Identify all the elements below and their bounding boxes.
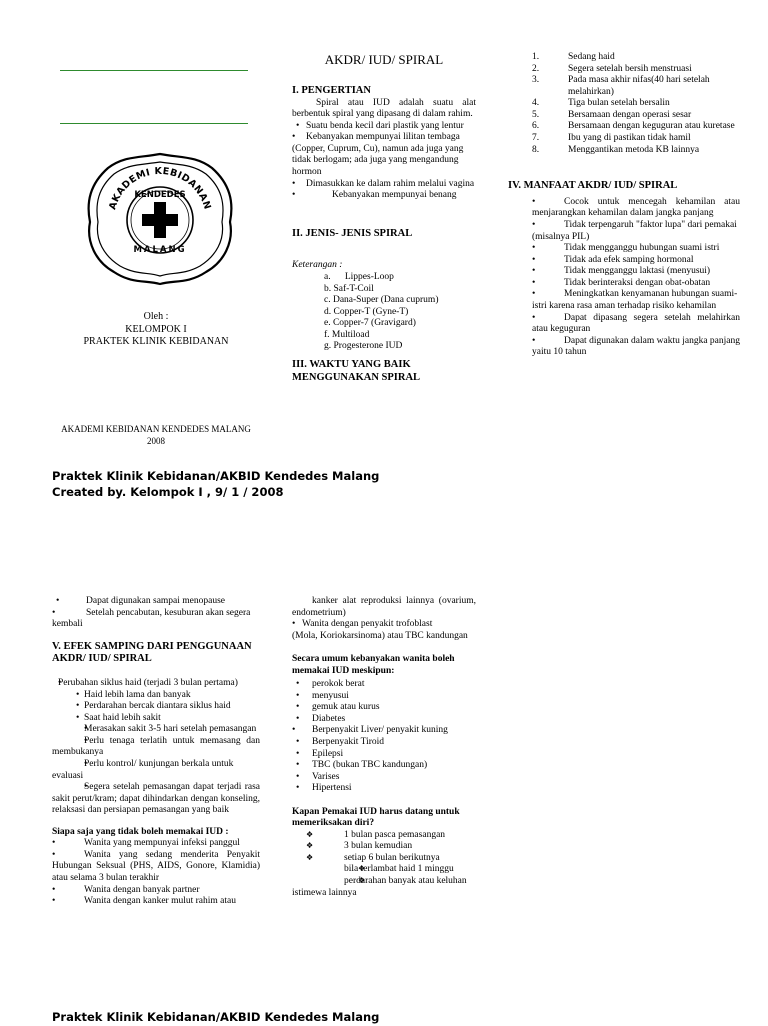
- cover-praktek: PRAKTEK KLINIK KEBIDANAN: [83, 336, 229, 347]
- jenis-list: [292, 272, 476, 353]
- waktu-item: [532, 133, 740, 145]
- page2-bullet: • Setelah pencabutan, kesuburan akan segera kembali: [52, 608, 260, 631]
- cont-trofoblast: • Wanita dengan penyakit trofoblast: [292, 619, 476, 631]
- pengertian-item: • Kebanyakan mempunyai lilitan tembaga (Copper, Cuprum, Cu), namun ada juga yang tidak berlogam; ada juga yang mengandung hormon: [292, 132, 476, 178]
- kapan-item: ❖ perdarahan banyak atau keluhan istimewa lainnya: [292, 876, 476, 899]
- waktu-num: 6.: [532, 121, 540, 132]
- svg-text:AKADEMI KEBIDANAN: [107, 166, 213, 211]
- cont-kanker: kanker alat reproduksi lainnya (ovarium, endometrium): [292, 596, 476, 618]
- waktu-list: [532, 52, 740, 156]
- secara-item: • Berpenyakit Tiroid: [292, 737, 476, 749]
- pengertian-heading: I. PENGERTIAN: [292, 85, 371, 96]
- footer-page1: [52, 469, 552, 500]
- waktu-text: Sedang haid: [568, 52, 615, 62]
- jenis-item: g. Progesterone IUD: [324, 341, 403, 352]
- waktu-item: [532, 75, 740, 98]
- jenis-item: d. Copper-T (Gyne-T): [324, 306, 409, 317]
- secara-item: • Varises: [292, 772, 476, 784]
- logo-text-top: AKADEMI KEBIDANAN: [107, 165, 213, 212]
- waktu-item: [532, 64, 740, 76]
- page-title: AKDR/ IUD/ SPIRAL: [324, 52, 444, 67]
- kapan-item: ❖ 1 bulan pasca pemasangan: [292, 830, 476, 842]
- waktu-item: [532, 98, 740, 110]
- secara-item: • Hipertensi: [292, 783, 476, 795]
- efek-item: • Perlu tenaga terlatih untuk memasang dan membukanya: [52, 736, 260, 759]
- cover-oleh: Oleh :: [143, 311, 169, 322]
- waktu-text: Ibu yang di pastikan tidak hamil: [568, 133, 691, 144]
- cover-year: 2008: [147, 435, 165, 446]
- kapan-heading: Kapan Pemakai IUD harus datang untuk memeriksakan diri?: [292, 806, 460, 829]
- kapan-item: ❖ 3 bulan kemudian: [292, 841, 476, 853]
- cover-green-line-bottom: [60, 123, 248, 124]
- waktu-num: 4.: [532, 98, 540, 109]
- right-column: [508, 52, 740, 359]
- page2-bullet: • Dapat digunakan sampai menopause: [52, 596, 260, 608]
- footer1-line2: Created by. Kelompok I , 9/ 1 / 2008: [52, 484, 284, 499]
- cover-akademi: AKADEMI KEBIDANAN KENDEDES MALANG: [61, 424, 251, 434]
- siapa-item: • Wanita dengan banyak partner: [52, 885, 260, 897]
- manfaat-item: • Tidak terpengaruh "faktor lupa" dari pemakai (misalnya PIL): [532, 220, 740, 243]
- cover-credits: [56, 311, 256, 349]
- secara-item: • menyusui: [292, 691, 476, 703]
- waktu-item: [532, 121, 740, 133]
- jenis-item: c. Dana-Super (Dana cuprum): [324, 295, 439, 306]
- page2-right-column: [292, 596, 476, 899]
- footer2-line1: Praktek Klinik Kebidanan/AKBID Kendedes Malang: [52, 1010, 380, 1024]
- secara-item: • Epilepsi: [292, 749, 476, 761]
- jenis-item: f. Multiload: [324, 329, 370, 340]
- waktu-num: 5.: [532, 109, 540, 120]
- efek-item: • Perubahan siklus haid (terjadi 3 bulan pertama): [52, 678, 260, 690]
- logo-text-layer: [84, 150, 236, 288]
- waktu-text: Tiga bulan setelah bersalin: [568, 98, 670, 109]
- manfaat-item: • Meningkatkan kenyamanan hubungan suami-istri karena rasa aman terhadap risiko kehamilan: [532, 289, 740, 312]
- manfaat-item: • Cocok untuk mencegah kehamilan atau menjarangkan kehamilan dalam jangka panjang: [532, 197, 740, 220]
- waktu-text: Bersamaan dengan keguguran atau kuretase: [568, 121, 735, 132]
- page2-left-column: [52, 596, 260, 908]
- academy-logo: [84, 150, 236, 288]
- pengertian-item: • Kebanyakan mempunyai benang: [292, 190, 476, 202]
- middle-column: [292, 85, 476, 384]
- secara-item: • gemuk atau kurus: [292, 702, 476, 714]
- manfaat-item: • Tidak ada efek samping hormonal: [532, 255, 740, 267]
- manfaat-item: • Dapat dipasang segera setelah melahirkan atau keguguran: [532, 313, 740, 336]
- efek-item: • Segera setelah pemasangan dapat terjadi rasa sakit perut/kram; dapat dihindarkan dengan konseling, relaksasi dan persiapan pemasangan yang baik: [52, 782, 260, 817]
- jenis-keterangan: [292, 260, 476, 272]
- waktu-num: 8.: [532, 144, 540, 155]
- secara-item: • Diabetes: [292, 714, 476, 726]
- efek-item: • Saat haid lebih sakit: [76, 713, 260, 725]
- siapa-item: • Wanita dengan kanker mulut rahim atau: [52, 896, 260, 908]
- footer-page2: [52, 1010, 552, 1026]
- efek-list: [52, 678, 260, 690]
- pengertian-item: • Suatu benda kecil dari plastik yang lentur: [292, 121, 476, 133]
- manfaat-heading: IV. MANFAAT AKDR/ IUD/ SPIRAL: [508, 180, 678, 192]
- jenis-item: a. Lippes-Loop: [324, 271, 394, 282]
- jenis-item: b. Saf-T-Coil: [324, 283, 374, 294]
- waktu-num: 2.: [532, 63, 540, 74]
- waktu-heading: III. WAKTU YANG BAIK MENGGUNAKAN SPIRAL: [292, 359, 421, 383]
- waktu-text: Pada masa akhir nifas(40 hari setelah melahirkan): [568, 75, 710, 97]
- waktu-item: [532, 52, 740, 64]
- siapa-item: • Wanita yang sedang menderita Penyakit Hubungan Seksual (PHS, AIDS, Gonore, Klamidia) atau selama 3 bulan terakhir: [52, 850, 260, 885]
- waktu-item: [532, 110, 740, 122]
- jenis-heading: II. JENIS- JENIS SPIRAL: [292, 227, 413, 239]
- efek-item: • Perlu kontrol/ kunjungan berkala untuk evaluasi: [52, 759, 260, 782]
- logo-text-bottom: MALANG: [133, 245, 187, 255]
- jenis-keterangan-label: Keterangan :: [292, 260, 343, 271]
- efek-item: • Haid lebih lama dan banyak: [76, 690, 260, 702]
- kapan-item: ❖ bila terlambat haid 1 minggu: [292, 864, 476, 876]
- secara-item: • TBC (bukan TBC kandungan): [292, 760, 476, 772]
- cover-green-line-top: [60, 70, 248, 71]
- pengertian-intro: Spiral atau IUD adalah suatu alat berbentuk spiral yang dipasang di dalam rahim.: [292, 97, 476, 120]
- waktu-num: 3.: [532, 75, 540, 86]
- logo-text-mid: KENDEDES: [134, 190, 186, 200]
- jenis-item: e. Copper-7 (Gravigard): [324, 318, 416, 329]
- kapan-item: ❖ setiap 6 bulan berikutnya: [292, 853, 476, 865]
- cover-institution: [46, 424, 266, 447]
- waktu-text: Segera setelah bersih menstruasi: [568, 63, 692, 74]
- secara-item: • Berpenyakit Liver/ penyakit kuning: [292, 725, 476, 737]
- siapa-heading: Siapa saja yang tidak boleh memakai IUD :: [52, 826, 229, 837]
- manfaat-item: • Tidak mengganggu hubungan suami istri: [532, 243, 740, 255]
- efek-item: • Perdarahan bercak diantara siklus haid: [76, 701, 260, 713]
- efek-item: • Merasakan sakit 3-5 hari setelah pemasangan: [52, 724, 260, 736]
- waktu-text: Bersamaan dengan operasi sesar: [568, 109, 692, 120]
- manfaat-item: • Dapat digunakan dalam waktu jangka panjang yaitu 10 tahun: [532, 336, 740, 359]
- waktu-item: [532, 145, 740, 157]
- siapa-item: • Wanita yang mempunyai infeksi panggul: [52, 838, 260, 850]
- secara-heading: Secara umum kebanyakan wanita boleh memakai IUD meskipun:: [292, 654, 455, 676]
- cont-mola: (Mola, Koriokarsinoma) atau TBC kandungan: [292, 630, 468, 641]
- manfaat-item: • Tidak berinteraksi dengan obat-obatan: [532, 278, 740, 290]
- efek-heading: V. EFEK SAMPING DARI PENGGUNAAN AKDR/ IUD/ SPIRAL: [52, 640, 252, 665]
- cover-kelompok: KELOMPOK I: [125, 323, 187, 335]
- waktu-text: Menggantikan metoda KB lainnya: [568, 144, 700, 155]
- pengertian-item: • Dimasukkan ke dalam rahim melalui vagina: [292, 179, 476, 191]
- footer1-line1: Praktek Klinik Kebidanan/AKBID Kendedes Malang: [52, 469, 380, 483]
- waktu-num: 7.: [532, 133, 540, 144]
- manfaat-item: • Tidak mengganggu laktasi (menyusui): [532, 266, 740, 278]
- secara-item: • perokok berat: [292, 679, 476, 691]
- waktu-num: 1.: [532, 52, 540, 62]
